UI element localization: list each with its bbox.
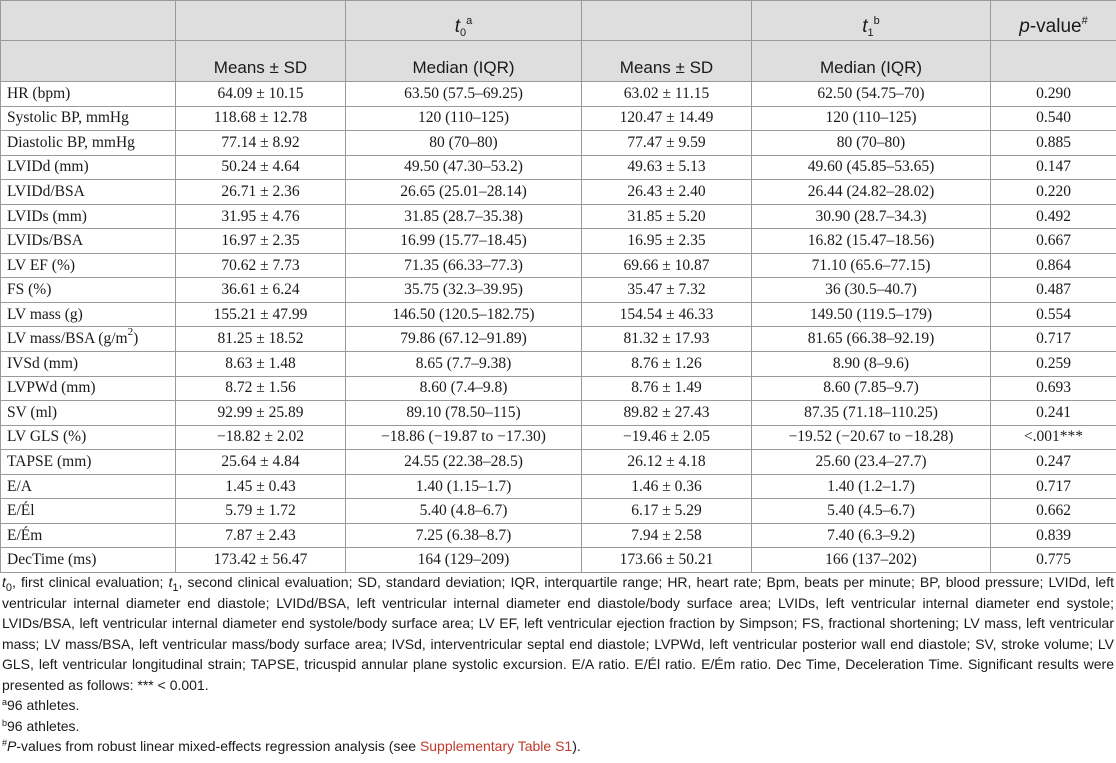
pvalue-cell: 0.554: [991, 302, 1116, 327]
row-label: HR (bpm): [1, 82, 176, 107]
header-t0: $t_0^a$: [346, 1, 582, 41]
means-t0-cell: 31.95 ± 4.76: [176, 204, 346, 229]
means-t0-cell: 36.61 ± 6.24: [176, 278, 346, 303]
median-t0-cell: 5.40 (4.8–6.7): [346, 499, 582, 524]
median-t1-cell: 49.60 (45.85–53.65): [752, 155, 991, 180]
header-sub-pvalue: [991, 41, 1116, 82]
row-label: LV EF (%): [1, 253, 176, 278]
median-t1-cell: 166 (137–202): [752, 548, 991, 573]
table-row: [1, 131, 1116, 156]
median-t1-cell: 36 (30.5–40.7): [752, 278, 991, 303]
row-label: TAPSE (mm): [1, 450, 176, 475]
pvalue-cell: 0.693: [991, 376, 1116, 401]
median-t0-cell: 89.10 (78.50–115): [346, 401, 582, 426]
means-t0-cell: 8.72 ± 1.56: [176, 376, 346, 401]
median-t1-cell: 25.60 (23.4–27.7): [752, 450, 991, 475]
row-label: IVSd (mm): [1, 352, 176, 377]
means-t1-cell: 8.76 ± 1.49: [582, 376, 752, 401]
median-t0-cell: 8.65 (7.7–9.38): [346, 352, 582, 377]
pvalue-cell: 0.885: [991, 131, 1116, 156]
median-t0-cell: 63.50 (57.5–69.25): [346, 82, 582, 107]
row-label: LV mass (g): [1, 302, 176, 327]
means-t0-cell: 1.45 ± 0.43: [176, 474, 346, 499]
median-t1-cell: 8.90 (8–9.6): [752, 352, 991, 377]
table-row: [1, 180, 1116, 205]
median-t1-cell: 149.50 (119.5–179): [752, 302, 991, 327]
means-t1-cell: −19.46 ± 2.05: [582, 425, 752, 450]
means-t0-cell: 26.71 ± 2.36: [176, 180, 346, 205]
table-row: [1, 548, 1116, 573]
table-row: [1, 376, 1116, 401]
row-label: Diastolic BP, mmHg: [1, 131, 176, 156]
median-t0-cell: 49.50 (47.30–53.2): [346, 155, 582, 180]
table-row: [1, 253, 1116, 278]
row-label: Systolic BP, mmHg: [1, 106, 176, 131]
median-t1-cell: 80 (70–80): [752, 131, 991, 156]
header-means-t1: Means ± SD: [582, 41, 752, 82]
pvalue-cell: 0.487: [991, 278, 1116, 303]
row-label: SV (ml): [1, 401, 176, 426]
table-row: [1, 278, 1116, 303]
table-row: [1, 327, 1116, 352]
means-t0-cell: 25.64 ± 4.84: [176, 450, 346, 475]
means-t1-cell: 26.43 ± 2.40: [582, 180, 752, 205]
pvalue-cell: 0.717: [991, 474, 1116, 499]
footnote-b: $^b$96 athletes.: [2, 717, 80, 734]
means-t0-cell: 155.21 ± 47.99: [176, 302, 346, 327]
header-sub-corner: [1, 41, 176, 82]
pvalue-cell: <.001***: [991, 425, 1116, 450]
header-corner: [1, 1, 176, 41]
median-t1-cell: 120 (110–125): [752, 106, 991, 131]
pvalue-cell: 0.864: [991, 253, 1116, 278]
means-t0-cell: 50.24 ± 4.64: [176, 155, 346, 180]
means-t0-cell: −18.82 ± 2.02: [176, 425, 346, 450]
header-t1: $t_1^b$: [752, 1, 991, 41]
median-t1-cell: 16.82 (15.47–18.56): [752, 229, 991, 254]
header-blank-1: [176, 1, 346, 41]
row-label: LV GLS (%): [1, 425, 176, 450]
means-t1-cell: 81.32 ± 17.93: [582, 327, 752, 352]
means-t0-cell: 8.63 ± 1.48: [176, 352, 346, 377]
means-t1-cell: 63.02 ± 11.15: [582, 82, 752, 107]
median-t1-cell: 26.44 (24.82–28.02): [752, 180, 991, 205]
median-t0-cell: 35.75 (32.3–39.95): [346, 278, 582, 303]
median-t0-cell: 164 (129–209): [346, 548, 582, 573]
means-t0-cell: 77.14 ± 8.92: [176, 131, 346, 156]
means-t1-cell: 77.47 ± 9.59: [582, 131, 752, 156]
table-row: [1, 155, 1116, 180]
means-t0-cell: 64.09 ± 10.15: [176, 82, 346, 107]
table-row: [1, 204, 1116, 229]
table-row: [1, 450, 1116, 475]
median-t0-cell: 80 (70–80): [346, 131, 582, 156]
median-t0-cell: 31.85 (28.7–35.38): [346, 204, 582, 229]
pvalue-cell: 0.259: [991, 352, 1116, 377]
median-t1-cell: 7.40 (6.3–9.2): [752, 523, 991, 548]
row-label: LVIDs (mm): [1, 204, 176, 229]
median-t1-cell: 1.40 (1.2–1.7): [752, 474, 991, 499]
footnote-a: $^a$96 athletes.: [2, 697, 80, 713]
means-t1-cell: 69.66 ± 10.87: [582, 253, 752, 278]
median-t0-cell: −18.86 (−19.87 to −17.30): [346, 425, 582, 450]
header-means-t0: Means ± SD: [176, 41, 346, 82]
means-t0-cell: 92.99 ± 25.89: [176, 401, 346, 426]
median-t1-cell: 81.65 (66.38–92.19): [752, 327, 991, 352]
pvalue-cell: 0.220: [991, 180, 1116, 205]
means-t1-cell: 173.66 ± 50.21: [582, 548, 752, 573]
table-row: [1, 352, 1116, 377]
pvalue-cell: 0.839: [991, 523, 1116, 548]
pvalue-cell: 0.492: [991, 204, 1116, 229]
pvalue-cell: 0.147: [991, 155, 1116, 180]
means-t1-cell: 1.46 ± 0.36: [582, 474, 752, 499]
median-t1-cell: 71.10 (65.6–77.15): [752, 253, 991, 278]
means-t1-cell: 16.95 ± 2.35: [582, 229, 752, 254]
header-pvalue: p-value#: [991, 1, 1116, 41]
table-row: [1, 229, 1116, 254]
means-t1-cell: 89.82 ± 27.43: [582, 401, 752, 426]
pvalue-cell: 0.717: [991, 327, 1116, 352]
median-t0-cell: 146.50 (120.5–182.75): [346, 302, 582, 327]
means-t0-cell: 70.62 ± 7.73: [176, 253, 346, 278]
pvalue-cell: 0.247: [991, 450, 1116, 475]
median-t0-cell: 79.86 (67.12–91.89): [346, 327, 582, 352]
pvalue-cell: 0.662: [991, 499, 1116, 524]
median-t0-cell: 71.35 (66.33–77.3): [346, 253, 582, 278]
table-row: [1, 302, 1116, 327]
header-median-t0: Median (IQR): [346, 41, 582, 82]
median-t0-cell: 7.25 (6.38–8.7): [346, 523, 582, 548]
means-t0-cell: 173.42 ± 56.47: [176, 548, 346, 573]
means-t0-cell: 16.97 ± 2.35: [176, 229, 346, 254]
footnote-hash: #P-values from robust linear mixed-effects regression analysis (see Supplementary Table S1).: [2, 738, 581, 754]
header-median-t1: Median (IQR): [752, 41, 991, 82]
means-t1-cell: 120.47 ± 14.49: [582, 106, 752, 131]
supplementary-table-link[interactable]: Supplementary Table S1: [419, 738, 573, 754]
median-t0-cell: 1.40 (1.15–1.7): [346, 474, 582, 499]
header-blank-2: [582, 1, 752, 41]
table-row: [1, 401, 1116, 426]
means-t1-cell: 8.76 ± 1.26: [582, 352, 752, 377]
median-t1-cell: 8.60 (7.85–9.7): [752, 376, 991, 401]
means-t1-cell: 26.12 ± 4.18: [582, 450, 752, 475]
pvalue-cell: 0.540: [991, 106, 1116, 131]
table-row: [1, 499, 1116, 524]
median-t1-cell: −19.52 (−20.67 to −18.28): [752, 425, 991, 450]
means-t0-cell: 118.68 ± 12.78: [176, 106, 346, 131]
median-t0-cell: 24.55 (22.38–28.5): [346, 450, 582, 475]
row-label: LVIDd (mm): [1, 155, 176, 180]
median-t1-cell: 62.50 (54.75–70): [752, 82, 991, 107]
median-t0-cell: 8.60 (7.4–9.8): [346, 376, 582, 401]
median-t1-cell: 5.40 (4.5–6.7): [752, 499, 991, 524]
table-row: [1, 474, 1116, 499]
pvalue-cell: 0.290: [991, 82, 1116, 107]
means-t1-cell: 35.47 ± 7.32: [582, 278, 752, 303]
table-footnotes: [2, 572, 1114, 757]
means-t1-cell: 31.85 ± 5.20: [582, 204, 752, 229]
means-t1-cell: 154.54 ± 46.33: [582, 302, 752, 327]
row-label: LV mass/BSA $(g/m^2)$: [1, 327, 176, 352]
median-t1-cell: 87.35 (71.18–110.25): [752, 401, 991, 426]
table-row: [1, 82, 1116, 107]
row-label: FS (%): [1, 278, 176, 303]
means-t0-cell: 7.87 ± 2.43: [176, 523, 346, 548]
row-label: E/Ém: [1, 523, 176, 548]
table-row: [1, 106, 1116, 131]
row-label: LVIDd/BSA: [1, 180, 176, 205]
table-row: [1, 425, 1116, 450]
row-label: E/Él: [1, 499, 176, 524]
pvalue-cell: 0.775: [991, 548, 1116, 573]
row-label: E/A: [1, 474, 176, 499]
means-t1-cell: 49.63 ± 5.13: [582, 155, 752, 180]
means-t0-cell: 5.79 ± 1.72: [176, 499, 346, 524]
pvalue-cell: 0.667: [991, 229, 1116, 254]
means-t0-cell: 81.25 ± 18.52: [176, 327, 346, 352]
median-t1-cell: 30.90 (28.7–34.3): [752, 204, 991, 229]
row-label: LVPWd (mm): [1, 376, 176, 401]
abbreviations-note: $t_0$, first clinical evaluation; $t_1$, second clinical evaluation; SD, standard deviation; IQR, interquartile range; HR, heart rate; Bpm, beats per minute; BP, blood pressure; LVIDd, left ventricular internal diameter end diastole; LVIDd/BSA, left ventricular internal diameter end diastole/body surface area; LVIDs, left ventricular internal diameter end systole; LVIDs/BSA, left ventricular internal diameter end systole/body surface area; LV EF, left ventricular ejection fraction by Simpson; FS, fractional shortening; LV mass, left ventricular mass; LV mass/BSA, left ventricular mass/body surface area; IVSd, interventricular septal end diastole; LVPWd, left ventricular posterior wall end diastole; SV, stroke volume; LV GLS, left ventricular longitudinal strain; TAPSE, tricuspid annular plane systolic excursion. E/A ratio. E/Él ratio. E/Ém ratio. Dec Time, Deceleration Time. Significant results were presented as follows: *** < 0.001.: [2, 574, 1114, 693]
median-t0-cell: 26.65 (25.01–28.14): [346, 180, 582, 205]
means-t1-cell: 7.94 ± 2.58: [582, 523, 752, 548]
median-t0-cell: 16.99 (15.77–18.45): [346, 229, 582, 254]
row-label: DecTime (ms): [1, 548, 176, 573]
means-t1-cell: 6.17 ± 5.29: [582, 499, 752, 524]
median-t0-cell: 120 (110–125): [346, 106, 582, 131]
pvalue-cell: 0.241: [991, 401, 1116, 426]
table-row: [1, 523, 1116, 548]
row-label: LVIDs/BSA: [1, 229, 176, 254]
